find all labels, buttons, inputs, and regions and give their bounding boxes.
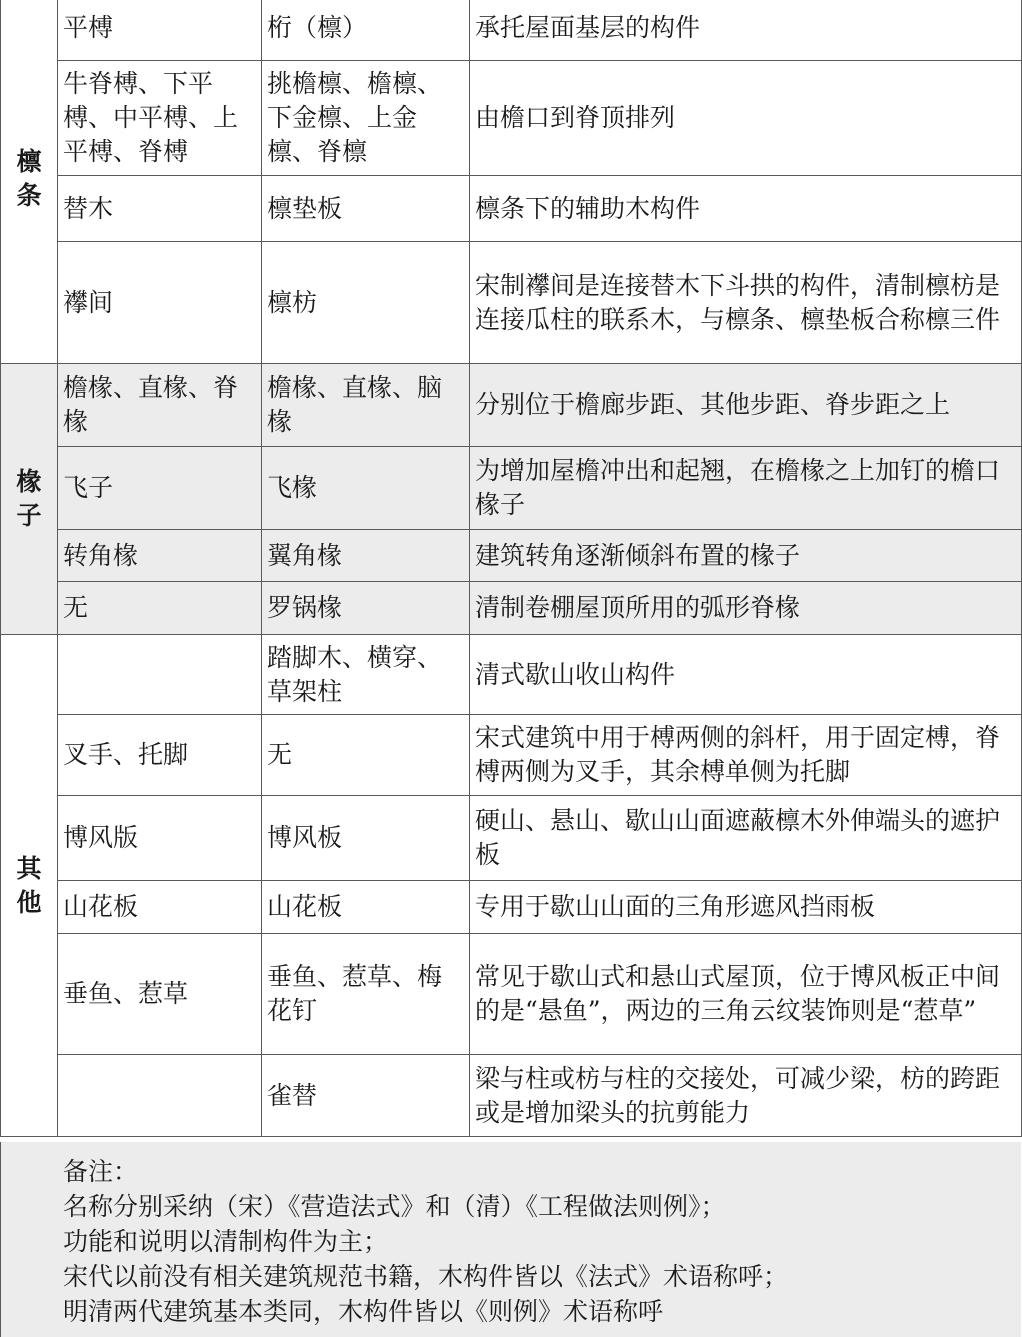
notes-heading: 备注： [63, 1157, 139, 1186]
table-row [1, 796, 1022, 881]
song-name-cell [58, 1055, 262, 1137]
description-cell: 清制卷棚屋顶所用的弧形脊椽 [470, 582, 1022, 635]
description-cell: 清式歇山收山构件 [470, 635, 1022, 715]
table-row [1, 881, 1022, 934]
qing-name-cell: 踏脚木、横穿、草架柱 [262, 635, 470, 715]
qing-name-cell: 檩枋 [262, 242, 470, 364]
qing-name-cell: 罗锅椽 [262, 582, 470, 635]
description-cell: 分别位于檐廊步距、其他步距、脊步距之上 [470, 364, 1022, 447]
song-name-cell: 牛脊榑、下平榑、中平榑、上平榑、脊榑 [58, 61, 262, 176]
group-label-purlins: 檩条 [1, 0, 58, 364]
song-name-cell: 博风版 [58, 796, 262, 881]
description-cell: 由檐口到脊顶排列 [470, 61, 1022, 176]
qing-name-cell: 博风板 [262, 796, 470, 881]
qing-name-cell: 飞椽 [262, 447, 470, 530]
table-row [1, 715, 1022, 796]
table-row [1, 530, 1022, 582]
description-cell: 建筑转角逐渐倾斜布置的椽子 [470, 530, 1022, 582]
notes-section [0, 1142, 1021, 1337]
table-row [1, 934, 1022, 1055]
table-row [1, 447, 1022, 530]
qing-name-cell: 桁（檩） [262, 0, 470, 61]
qing-name-cell: 挑檐檩、檐檩、下金檩、上金檩、脊檩 [262, 61, 470, 176]
qing-name-cell: 檩垫板 [262, 176, 470, 242]
song-name-cell [58, 635, 262, 715]
note-line: 宋代以前没有相关建筑规范书籍，木构件皆以《法式》术语称呼； [63, 1262, 789, 1291]
table-row [1, 61, 1022, 176]
qing-name-cell: 翼角椽 [262, 530, 470, 582]
table-row [1, 364, 1022, 447]
table-row [1, 176, 1022, 242]
qing-name-cell: 无 [262, 715, 470, 796]
qing-name-cell: 雀替 [262, 1055, 470, 1137]
description-cell: 梁与柱或枋与柱的交接处，可减少梁，枋的跨距或是增加梁头的抗剪能力 [470, 1055, 1022, 1137]
qing-name-cell: 山花板 [262, 881, 470, 934]
table-row [1, 0, 1022, 61]
note-line: 功能和说明以清制构件为主； [63, 1227, 389, 1256]
description-cell: 承托屋面基层的构件 [470, 0, 1022, 61]
note-line: 明清两代建筑基本类同，木构件皆以《则例》术语称呼 [63, 1297, 664, 1326]
table-row [1, 1055, 1022, 1137]
description-cell: 檩条下的辅助木构件 [470, 176, 1022, 242]
description-cell: 常见于歇山式和悬山式屋顶，位于博风板正中间的是“悬鱼”，两边的三角云纹装饰则是“惹草” [470, 934, 1022, 1055]
table-row [1, 582, 1022, 635]
song-name-cell: 叉手、托脚 [58, 715, 262, 796]
song-name-cell: 转角椽 [58, 530, 262, 582]
song-name-cell: 飞子 [58, 447, 262, 530]
group-label-others: 其他 [1, 635, 58, 1137]
song-name-cell: 替木 [58, 176, 262, 242]
song-name-cell: 襻间 [58, 242, 262, 364]
group-label-rafters: 椽子 [1, 364, 58, 635]
song-name-cell: 山花板 [58, 881, 262, 934]
description-cell: 专用于歇山山面的三角形遮风挡雨板 [470, 881, 1022, 934]
song-name-cell: 垂鱼、惹草 [58, 934, 262, 1055]
qing-name-cell: 檐椽、直椽、脑椽 [262, 364, 470, 447]
qing-name-cell: 垂鱼、惹草、梅花钉 [262, 934, 470, 1055]
song-name-cell: 无 [58, 582, 262, 635]
description-cell: 宋式建筑中用于榑两侧的斜杆，用于固定榑，脊榑两侧为叉手，其余榑单侧为托脚 [470, 715, 1022, 796]
song-name-cell: 平榑 [58, 0, 262, 61]
song-name-cell: 檐椽、直椽、脊椽 [58, 364, 262, 447]
description-cell: 宋制襻间是连接替木下斗拱的构件，清制檩枋是连接瓜柱的联系木，与檩条、檩垫板合称檩三件 [470, 242, 1022, 364]
description-cell: 为增加屋檐冲出和起翘，在檐椽之上加钉的檐口椽子 [470, 447, 1022, 530]
table-row [1, 635, 1022, 715]
table-row [1, 242, 1022, 364]
description-cell: 硬山、悬山、歇山山面遮蔽檩木外伸端头的遮护板 [470, 796, 1022, 881]
note-line: 名称分别采纳（宋）《营造法式》和（清）《工程做法则例》； [63, 1192, 726, 1221]
